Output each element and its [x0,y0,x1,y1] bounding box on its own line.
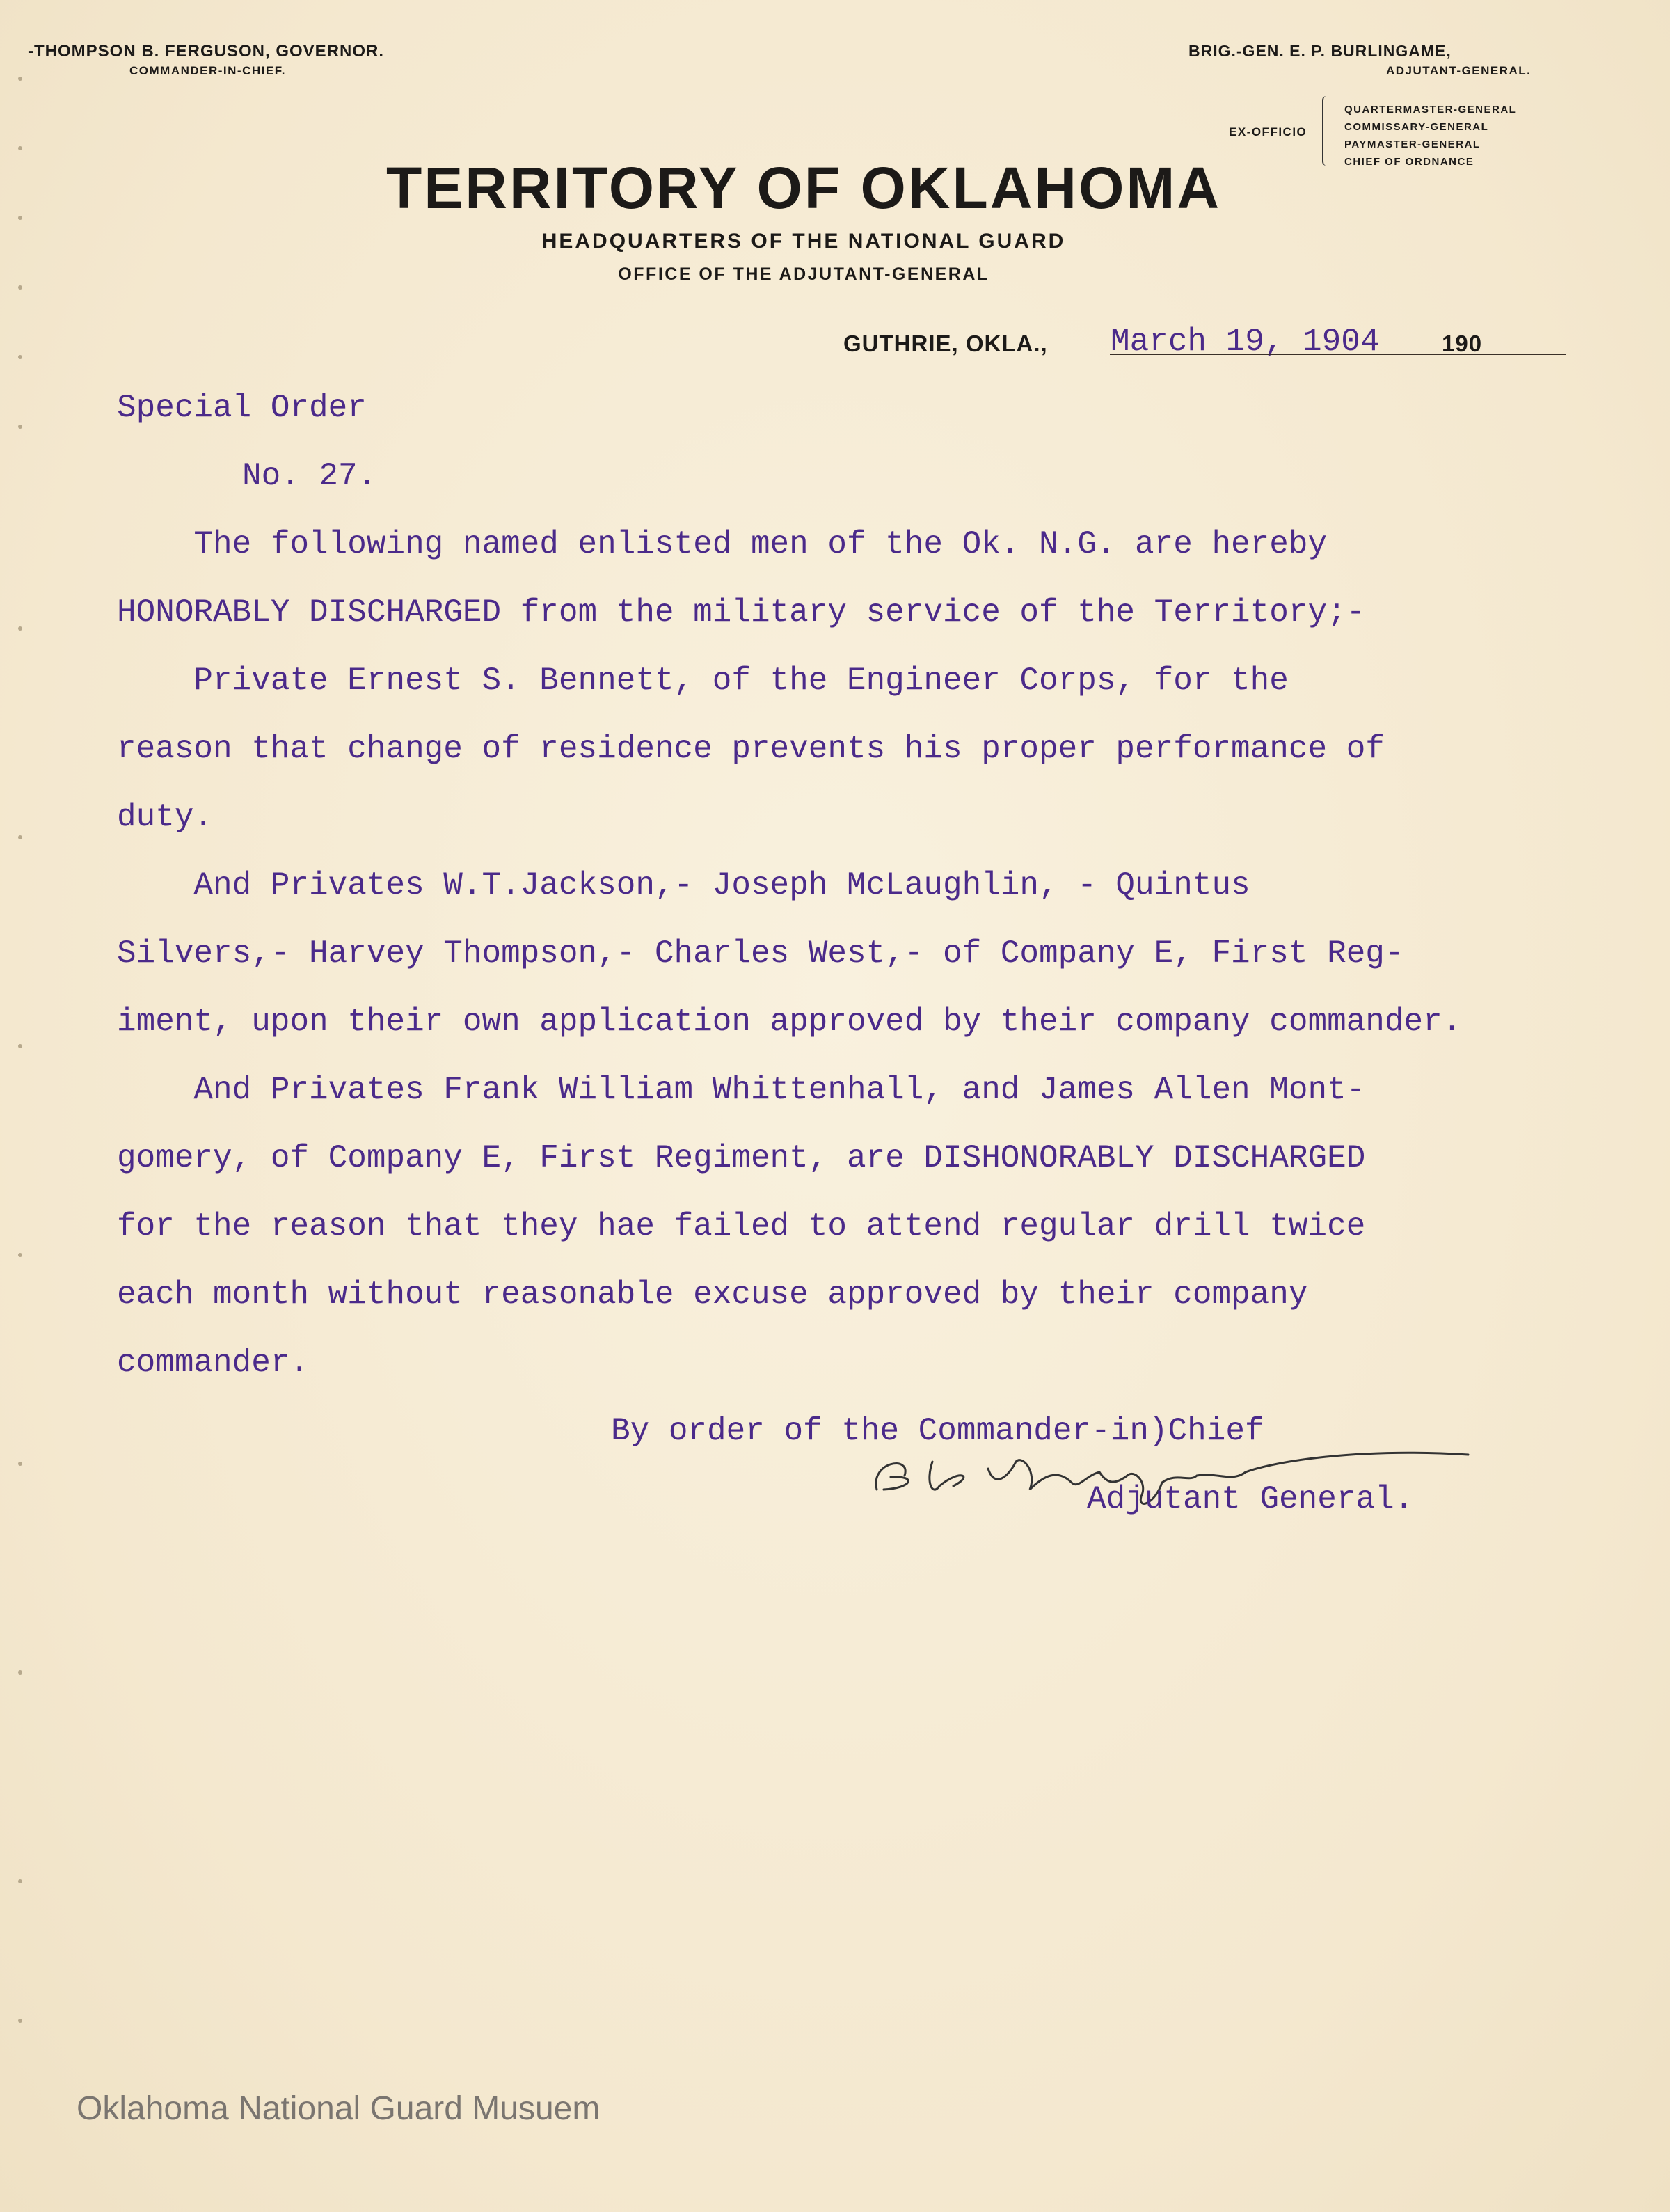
date-underline [1110,354,1566,355]
body-line: reason that change of residence prevents his proper performance of [117,731,1385,767]
body-line: HONORABLY DISCHARGED from the military service of the Territory;- [117,594,1366,631]
place-label: GUTHRIE, OKLA., [843,331,1048,356]
body-line: commander. [117,1345,310,1381]
letterhead-office: OFFICE OF THE ADJUTANT-GENERAL [618,264,989,284]
letterhead-subtitle: HEADQUARTERS OF THE NATIONAL GUARD [541,230,1066,253]
order-number: No. 27. [242,458,377,494]
signatory-title: Adjutant General. [1087,1481,1414,1517]
year-prefix: 190 [1442,331,1483,356]
adjutant-general-name: BRIG.-GEN. E. P. BURLINGAME, [1188,42,1452,60]
watermark: Oklahoma National Guard Musuem [77,2090,601,2127]
body-line: duty. [117,799,214,835]
body-line: Silvers,- Harvey Thompson,- Charles West,- of Company E, First Reg- [117,935,1404,972]
body-line: iment, upon their own application approved by their company commander. [117,1004,1462,1040]
order-date: March 19, 1904 [1111,324,1380,360]
adjutant-general-title: ADJUTANT-GENERAL. [1386,64,1532,77]
body-line: Private Ernest S. Bennett, of the Engineer Corps, for the [117,663,1289,699]
governor-name: -THOMPSON B. FERGUSON, GOVERNOR. [28,42,385,61]
letterhead-title: TERRITORY OF OKLAHOMA [385,155,1222,221]
body-line: And Privates Frank William Whittenhall, and James Allen Mont- [117,1072,1366,1108]
body-line: gomery, of Company E, First Regiment, are DISHONORABLY DISCHARGED [117,1140,1366,1176]
body-line: each month without reasonable excuse approved by their company [117,1277,1308,1313]
body-line: The following named enlisted men of the Ok. N.G. are hereby [117,526,1328,562]
body-line: for the reason that they hae failed to attend regular drill twice [117,1208,1366,1245]
governor-title: COMMANDER-IN-CHIEF. [129,64,286,77]
body-line: And Privates W.T.Jackson,- Joseph McLaughlin, - Quintus [117,867,1250,903]
ex-officio-role: PAYMASTER-GENERAL [1344,139,1481,150]
closing-line: By order of the Commander-in)Chief [611,1413,1264,1449]
ex-officio-role: QUARTERMASTER-GENERAL [1344,104,1517,116]
order-heading: Special Order [117,390,367,426]
ex-officio-role: CHIEF OF ORDNANCE [1344,156,1474,168]
ex-officio-role: COMMISSARY-GENERAL [1344,121,1489,133]
ex-officio-label: EX-OFFICIO [1229,125,1307,139]
